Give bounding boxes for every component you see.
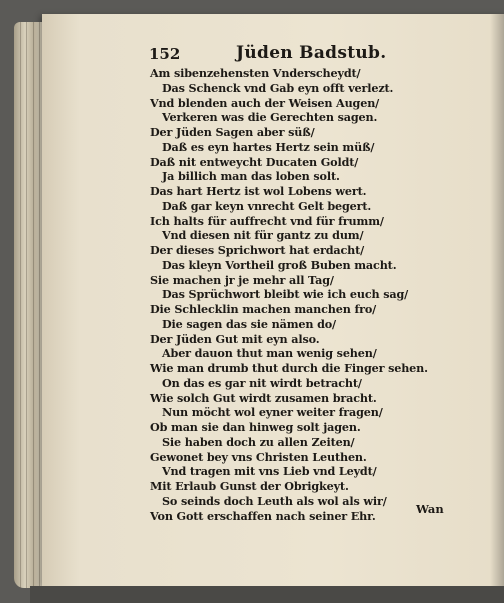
verse-line: Das kleyn Vortheil groß Buben macht. (162, 257, 397, 272)
verse-line: Daß gar keyn vnrecht Gelt begert. (162, 198, 372, 213)
verse-line: Ja billich man das loben solt. (162, 169, 340, 184)
verse-line: Das Schenck vnd Gab eyn offt verlezt. (162, 80, 394, 95)
verse-line: Die sagen das sie nämen do/ (162, 316, 336, 331)
verse-line: Der Jüden Sagen aber süß/ (150, 125, 315, 139)
verse-line: Aber dauon thut man wenig sehen/ (162, 346, 377, 361)
verse-line: Daß nit entweycht Ducaten Goldt/ (150, 154, 359, 169)
verse-line: Wie man drumb thut durch die Finger sehen. (150, 361, 428, 375)
verse-line: Vnd diesen nit für gantz zu dum/ (162, 228, 364, 243)
verse-line: Die Schlecklin machen manchen fro/ (150, 302, 377, 316)
running-head: Jüden Badstub. (236, 43, 387, 63)
verse-line: Der Jüden Gut mit eyn also. (150, 331, 320, 346)
verse-line: Verkeren was die Gerechten sagen. (162, 110, 378, 125)
verse-line: Wie solch Gut wirdt zusamen bracht. (150, 390, 377, 405)
verse-line: Das hart Hertz ist wol Lobens wert. (150, 184, 367, 198)
verse-line: Sie haben doch zu allen Zeiten/ (162, 434, 355, 449)
page-number: 152 (149, 45, 181, 63)
verse-line: On das es gar nit wirdt betracht/ (162, 375, 362, 390)
verse-line: Sie machen jr je mehr all Tag/ (150, 272, 334, 287)
verse-line: Daß es eyn hartes Hertz sein müß/ (162, 139, 375, 154)
verse-line: Ob man sie dan hinweg solt jagen. (150, 420, 361, 434)
catchword: Wan (416, 502, 444, 516)
verse-line: Das Sprüchwort bleibt wie ich euch sag/ (162, 287, 409, 302)
verse-line: Von Gott erschaffen nach seiner Ehr. (150, 508, 376, 523)
verse-line: Am sibenzehensten Vnderscheydt/ (150, 66, 361, 80)
verse-line: Vnd tragen mit vns Lieb vnd Leydt/ (162, 464, 377, 479)
verse-line: Ich halts für auffrecht vnd für frumm/ (150, 213, 384, 228)
verse-line: Mit Erlaub Gunst der Obrigkeyt. (150, 479, 349, 493)
verse-line: Nun möcht wol eyner weiter fragen/ (162, 405, 383, 420)
verse-line: Der dieses Sprichwort hat erdacht/ (150, 243, 365, 257)
verse-line: Gewonet bey vns Christen Leuthen. (150, 449, 367, 464)
verse-line: So seinds doch Leuth als wol als wir/ (162, 493, 387, 508)
verse-line: Vnd blenden auch der Weisen Augen/ (150, 95, 380, 110)
